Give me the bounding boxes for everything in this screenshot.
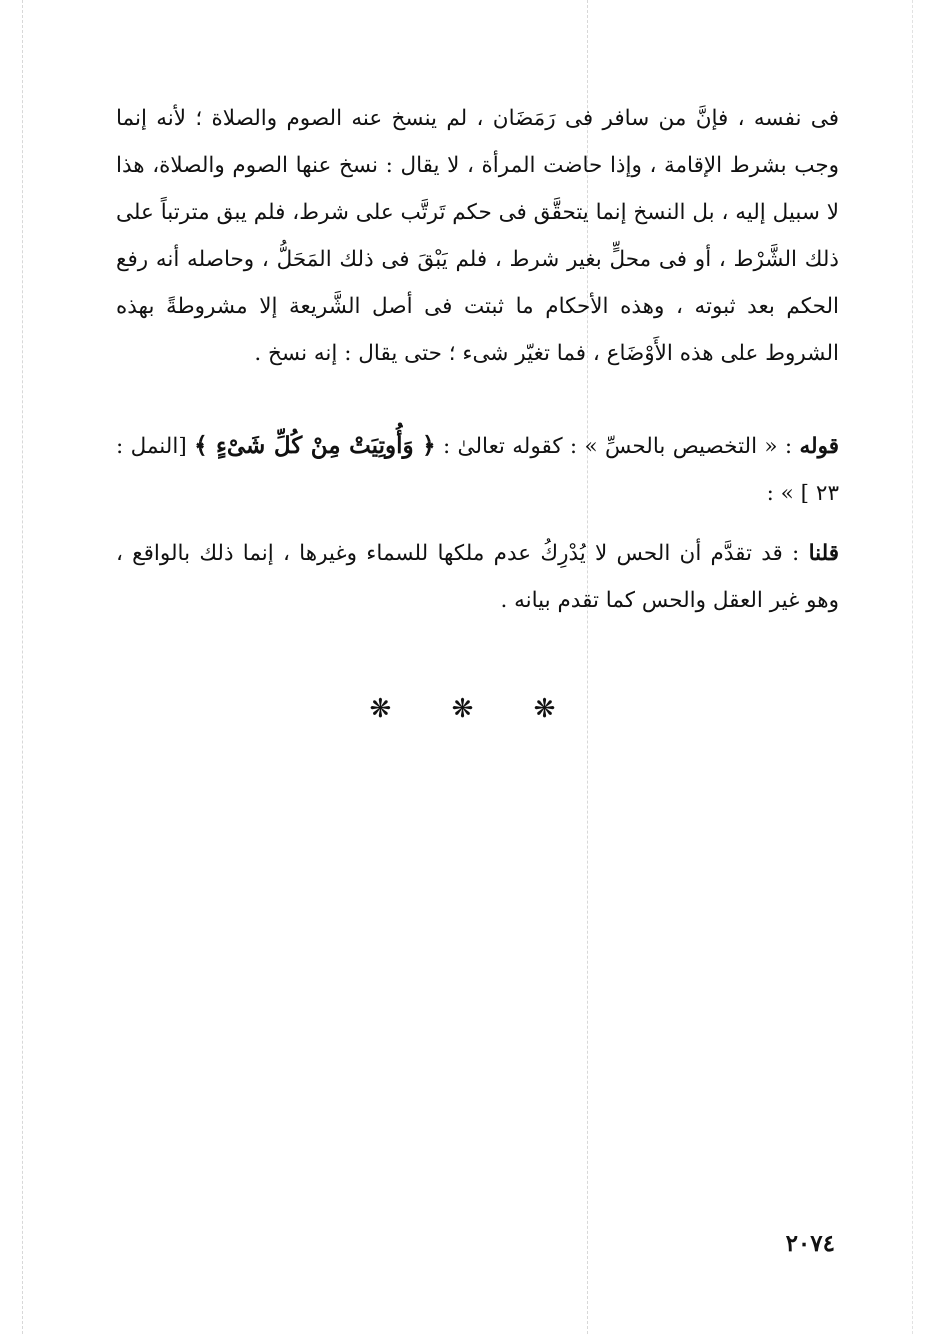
- page-number: ٢٠٧٤: [785, 1230, 835, 1257]
- scan-guide-line-right: [912, 0, 913, 1334]
- section-separator: ❋ ❋ ❋: [369, 694, 582, 724]
- verse-reference: [النمل : ٢٣ ] » :: [116, 434, 839, 506]
- paragraph-1: [116, 95, 839, 377]
- paragraph-2-lead: قوله: [799, 434, 839, 459]
- paragraph-2-text: : « التخصيص بالحسِّ » : كقوله تعالىٰ :: [442, 434, 793, 459]
- paragraph-3-text: : قد تقدَّم أن الحس لا يُدْرِكُ عدم ملكها للسماء وغيرها ، إنما ذلك بالواقع ، وهو غير العقل والحس كما تقدم بيانه .: [116, 541, 839, 613]
- paragraph-2: [116, 422, 839, 517]
- paragraph-1-text: فى نفسه ، فإنَّ من سافر فى رَمَضَان ، لم ينسخ عنه الصوم والصلاة ؛ لأنه إنما وجب بشرط الإقامة ، وإذا حاضت المرأة ، لا يقال : نسخ عنها الصوم والصلاة، هذا لا سبيل إليه ، بل النسخ إنما يتحقَّق فى حكم تَرتَّب على شرط، فلم يبق مترتباً على ذلك الشَّرْط ، أو فى محلٍّ بغير شرط ، فلم يَبْقَ فى ذلك المَحَلُّ ، وحاصله أنه رفع الحكم بعد ثبوته ، وهذه الأحكام ما ثبتت فى أصل الشَّريعة إلا مشروطةً بهذه الشروط على هذه الأَوْضَاع ، فما تغيّر شىء ؛ حتى يقال : إنه نسخ .: [116, 106, 839, 366]
- paragraph-3-lead: قلنا: [808, 541, 839, 566]
- quran-verse: ﴿ وَأُوتِيَتْ مِنْ كُلِّ شَىْءٍ ﴾: [194, 432, 436, 459]
- paragraph-3: [116, 530, 839, 624]
- scan-guide-line-left: [22, 0, 23, 1334]
